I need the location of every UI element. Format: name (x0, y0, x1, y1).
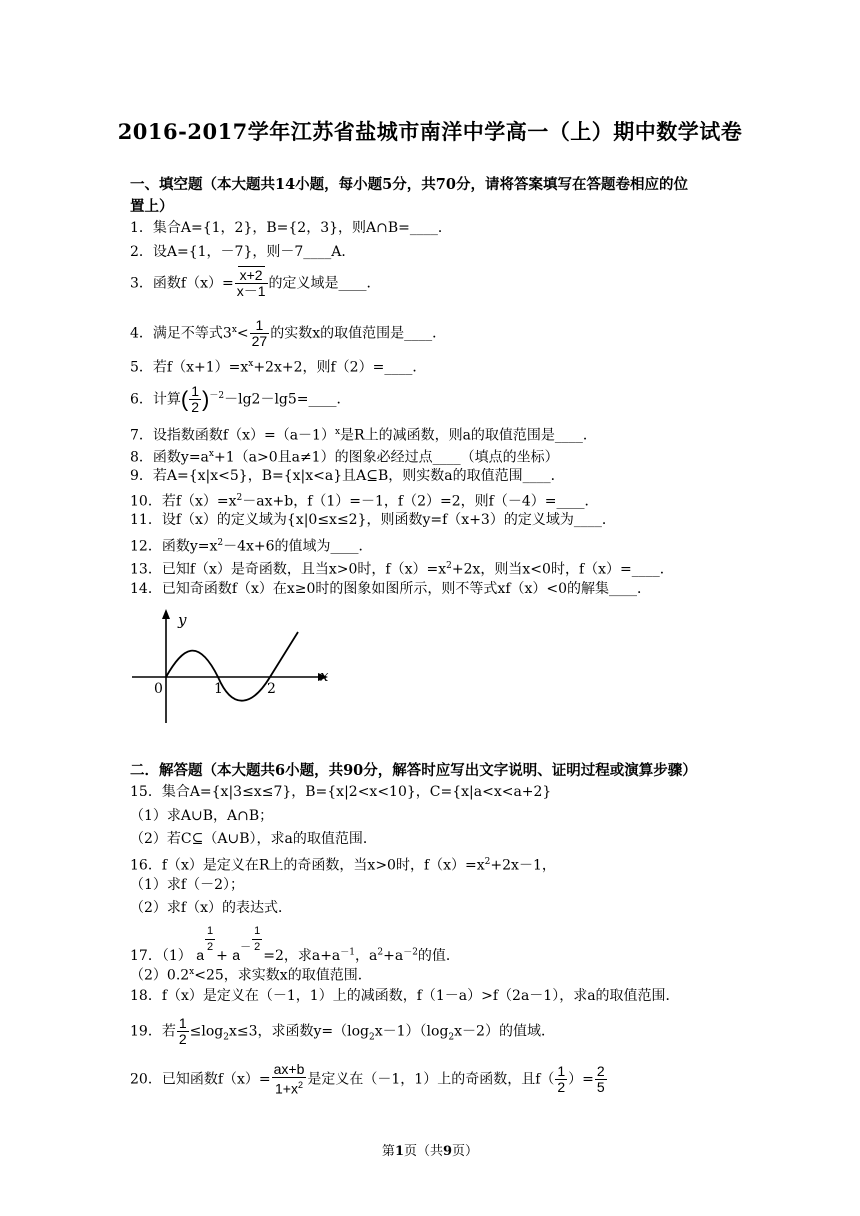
q19-sub3: 2 (448, 1032, 455, 1043)
q3-pre: 3．函数f（x）= (130, 275, 234, 292)
question-16-part1: （1）求f（－2）； (130, 877, 244, 893)
graph-x-label: x (320, 667, 329, 685)
q4-pre: 4．满足不等式3 (130, 325, 232, 342)
q17-post1: =2，求a+a (263, 948, 341, 964)
y-axis-arrow (162, 609, 170, 619)
footer-page: 1 (394, 1144, 404, 1159)
q4-mid: < (236, 325, 249, 342)
q8-sup: x (208, 449, 214, 459)
q6-lparen: ( (180, 386, 189, 412)
q20-d3: 5 (596, 1078, 605, 1095)
q20-den-text: 1+x (275, 1080, 298, 1097)
q19-mid: ≤log (189, 1023, 224, 1040)
q5-post: +2x+2，则f（2）=____． (253, 359, 427, 376)
q17-sup2: 2 (377, 947, 384, 958)
question-1: 1．集合A={1，2}，B={2，3}，则A∩B=____． (130, 220, 452, 236)
q3-fraction (235, 268, 268, 299)
question-15-part2: （2）若C⊆（A∪B），求a的取值范围． (130, 831, 377, 847)
question-7 (130, 422, 750, 446)
q17-plus: + (216, 948, 228, 964)
q17-post2: ，a (355, 948, 378, 964)
graph-y-label: y (178, 611, 187, 629)
q19-fraction (177, 1016, 189, 1047)
q20-pre: 20．已知函数f（x）= (130, 1071, 271, 1088)
question-8 (130, 444, 750, 468)
q13-post: +2x，则当x<0时，f（x）=____． (451, 561, 674, 578)
question-9: 9．若A={x|x<5}，B={x|x<a}且A⊆B，则实数a的取值范围____． (130, 468, 565, 484)
section1-heading (130, 174, 730, 218)
q20-fraction3 (595, 1064, 607, 1095)
q17b-post: <25，求实数x的取值范围． (194, 967, 372, 984)
q6-fraction (189, 384, 201, 415)
footer-total: 9 (443, 1144, 453, 1159)
question-16-part2: （2）求f（x）的表达式． (130, 900, 292, 916)
question-14: 14．已知奇函数f（x）在x≥0时的图象如图所示，则不等式xf（x）<0的解集____． (130, 581, 652, 597)
q19-sub1: 2 (223, 1032, 229, 1043)
section1-heading-line2: 置上） (130, 198, 174, 215)
question-17-part2 (130, 962, 750, 986)
q17-a2: a (232, 947, 241, 963)
q20-d2: 2 (557, 1078, 566, 1095)
q6-pre: 6．计算 (130, 391, 181, 408)
q17-exp2 (252, 924, 262, 955)
question-19 (130, 1016, 750, 1047)
q20-mid: 是定义在（－1，1）上的奇函数，且f（ (307, 1071, 555, 1088)
q20-n2: 1 (557, 1062, 566, 1079)
question-10 (130, 488, 750, 512)
q19-post: x－2）的值域． (454, 1023, 555, 1040)
question-3 (130, 268, 750, 299)
q20-den-sup: 2 (297, 1080, 303, 1090)
q16-post: +2x－1， (490, 857, 556, 874)
question-17 (130, 924, 750, 966)
q20-numerator: ax+b (273, 1061, 305, 1077)
footer-post: 页） (452, 1144, 479, 1159)
q4-fraction (250, 318, 270, 349)
page-title: 2016-2017学年江苏省盐城市南洋中学高一（上）期中数学试卷 (117, 119, 743, 144)
q20-n3: 2 (596, 1062, 605, 1079)
question-13 (130, 556, 750, 580)
q6-rparen: ) (202, 386, 210, 412)
q20-fraction2 (555, 1064, 567, 1095)
q17-exp2-num: 1 (252, 924, 262, 940)
question-18: 18．f（x）是定义在（－1，1）上的减函数，f（1－a）>f（2a－1），求a的取值范围． (130, 988, 680, 1004)
q7-pre: 7．设指数函数f（x）=（a－1） (130, 427, 335, 444)
page-footer (0, 1140, 860, 1159)
q12-pre: 12．函数y=x (130, 538, 218, 555)
q19-pre: 19．若 (130, 1023, 176, 1040)
q6-denominator: 2 (191, 399, 200, 415)
q6-numerator: 1 (191, 383, 200, 399)
q7-sup: x (334, 427, 341, 437)
section2-heading: 二．解答题（本大题共6小题，共90分，解答时应写出文字说明、证明过程或演算步骤） (130, 762, 697, 779)
graph-tick-1: 1 (214, 681, 223, 697)
q17-sup1: －1 (340, 947, 356, 958)
question-15: 15．集合A={x|3≤x≤7}，B={x|2<x<10}，C={x|a<x<a+2} (130, 784, 552, 800)
q3-post: 的定义域是____． (268, 275, 381, 292)
q17-pre: 17．（1） (130, 948, 192, 964)
q7-post: 是R上的减函数，则a的取值范围是____． (340, 427, 597, 444)
question-12 (130, 533, 750, 557)
q8-post: +1（a>0且a≠1）的图象必经过点____（填点的坐标） (213, 449, 559, 466)
question-2: 2．设A={1，－7}，则－7____A． (130, 244, 356, 260)
q13-sup: 2 (446, 561, 452, 571)
q17-post3: +a (383, 948, 404, 964)
q20-mid2: ）= (568, 1071, 594, 1088)
q4-sup: x (231, 324, 237, 335)
q20-denominator (272, 1078, 307, 1097)
q17b-sup: x (189, 967, 195, 977)
q17-post4: 的值． (417, 948, 460, 964)
q10-sup: 2 (236, 493, 243, 503)
q19-denominator: 2 (178, 1031, 187, 1047)
q3-numerator: x+2 (239, 267, 263, 283)
q10-pre: 10．若f（x）=x (130, 493, 237, 510)
q17-exp1 (205, 924, 215, 955)
q19-numerator: 1 (178, 1015, 187, 1031)
q10-post: －ax+b，f（1）=－1，f（2）=2，则f（－4）=____． (242, 493, 599, 510)
q4-denominator: 27 (251, 333, 268, 349)
q17-minus: － (240, 940, 252, 953)
graph-origin-label: 0 (154, 681, 163, 697)
question-5 (130, 354, 750, 378)
q5-sup: x (248, 359, 254, 369)
q4-numerator: 1 (250, 318, 270, 334)
q3-denominator: x－1 (236, 283, 266, 299)
graph-tick-2: 2 (267, 681, 276, 697)
question-11: 11．设f（x）的定义域为{x|0≤x≤2}，则函数y=f（x+3）的定义域为____． (130, 512, 616, 528)
q19-mid3: x－1）（log (374, 1023, 449, 1040)
q6-post: －lg2－lg5=____． (224, 391, 351, 408)
q17-exp2-den: 2 (254, 941, 261, 953)
footer-mid: 页（共 (403, 1144, 443, 1159)
question-6 (130, 384, 750, 415)
q17b-pre: （2）0.2 (130, 967, 190, 984)
question-20 (130, 1062, 750, 1097)
q12-post: －4x+6的值域为____． (223, 538, 373, 555)
q8-pre: 8．函数y=a (130, 449, 209, 466)
q6-exponent: －2 (209, 390, 225, 401)
footer-pre: 第 (381, 1144, 395, 1159)
q16-pre: 16．f（x）是定义在R上的奇函数，当x>0时，f（x）=x (130, 857, 485, 874)
q19-sub2: 2 (369, 1032, 375, 1043)
question-15-part1: （1）求A∪B，A∩B； (130, 808, 274, 824)
function-curve (166, 632, 298, 701)
function-graph (128, 607, 338, 727)
q17-exp1-num: 1 (205, 924, 215, 940)
q4-post: 的实数x的取值范围是____． (270, 325, 447, 342)
question-16 (130, 852, 750, 876)
q12-sup: 2 (217, 538, 224, 548)
q19-mid2: x≤3，求函数y=（log (228, 1023, 370, 1040)
question-4 (130, 318, 750, 349)
q5-pre: 5．若f（x+1）=x (130, 359, 249, 376)
q13-pre: 13．已知f（x）是奇函数，且当x>0时，f（x）=x (130, 561, 447, 578)
q17-sup3: －2 (403, 947, 418, 958)
section1-heading-line1: 一、填空题（本大题共14小题，每小题5分，共70分，请将答案填写在答题卷相应的位 (130, 176, 688, 193)
q17-a1: a (196, 947, 204, 963)
q17-exp1-den: 2 (206, 941, 214, 953)
q16-sup: 2 (484, 857, 491, 867)
q20-fraction (272, 1062, 307, 1097)
